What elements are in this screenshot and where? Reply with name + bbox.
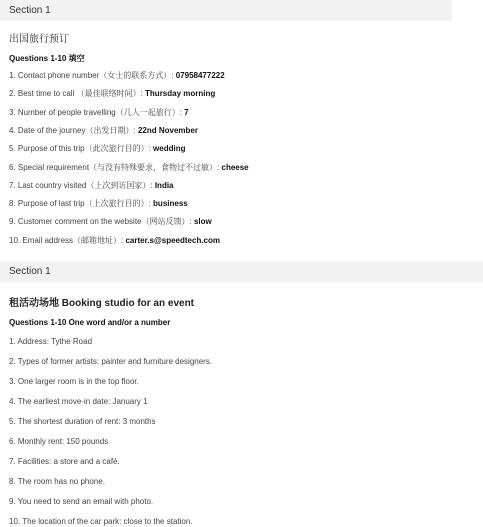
question-item: 9. You need to send an email with photo. [9,497,154,506]
question-item: 1. Address: Tythe Road [9,337,93,346]
section-header-2: Section 1 [0,261,483,282]
question-item [9,181,174,191]
question-label: 3. Number of people travelling（几人一起旅行）: [9,107,185,117]
question-item: 10. The location of the car park: close to the station. [9,517,193,526]
question-answer: cheese [221,162,249,172]
question-answer: 22nd November [137,125,198,135]
question-item [9,108,189,118]
question-label: 5. Purpose of this trip（此次旅行目的）: [9,144,154,154]
section-header-1: Section 1 [0,0,452,21]
question-answer: 07958477222 [175,71,225,80]
question-item [9,144,186,154]
question-item [9,163,249,173]
question-item: 6. Monthly rent: 150 pounds [9,437,109,446]
question-answer: India [154,180,174,190]
section-2-questions-header: Questions 1-10 One word and/or a number [9,318,171,327]
section-1-questions-header: Questions 1-10 填空 [9,54,85,63]
question-item: 8. The room has no phone. [9,477,105,486]
question-label: 2. Best time to call （最佳联络时间）: [9,89,146,99]
question-answer: business [153,199,188,209]
question-label: 1. Contact phone number（女士的联系方式）: [9,71,176,80]
question-item: 3. One larger room is in the top floor. [9,377,139,386]
question-answer: carter.s@speedtech.com [125,235,220,245]
question-label: 7. Last country visited（上次到访国家）: [9,180,155,190]
question-item [9,217,212,227]
question-item: 2. Types of former artists: painter and furniture designers. [9,357,213,366]
question-label: 10. Email address（邮箱地址）: [9,235,126,245]
question-label: 9. Customer comment on the website（网站反馈）: [9,217,194,227]
section-2-title: 租活动场地 Booking studio for an event [9,298,195,309]
question-item: 7. Facilities: a store and a café. [9,457,120,466]
question-label: 6. Special requirement（与没有特殊要求，食物过不过敏）: [9,162,222,172]
question-answer: wedding [153,144,186,154]
question-item [9,236,220,246]
question-label: 8. Purpose of last trip（上次旅行目的）: [9,199,154,209]
question-item: 5. The shortest duration of rent: 3 months [9,417,156,426]
section-1-title: 出国旅行预订 [9,34,69,45]
question-label: 4. Date of the journey（出发日期）: [9,125,138,135]
question-answer: Thursday morning [145,89,216,99]
question-item: 4. The earliest move-in date: January 1 [9,397,148,406]
question-item [9,89,215,99]
question-answer: slow [193,217,212,227]
question-answer: 7 [184,107,189,117]
question-item [9,199,188,209]
question-item [9,71,225,81]
question-item [9,126,198,136]
